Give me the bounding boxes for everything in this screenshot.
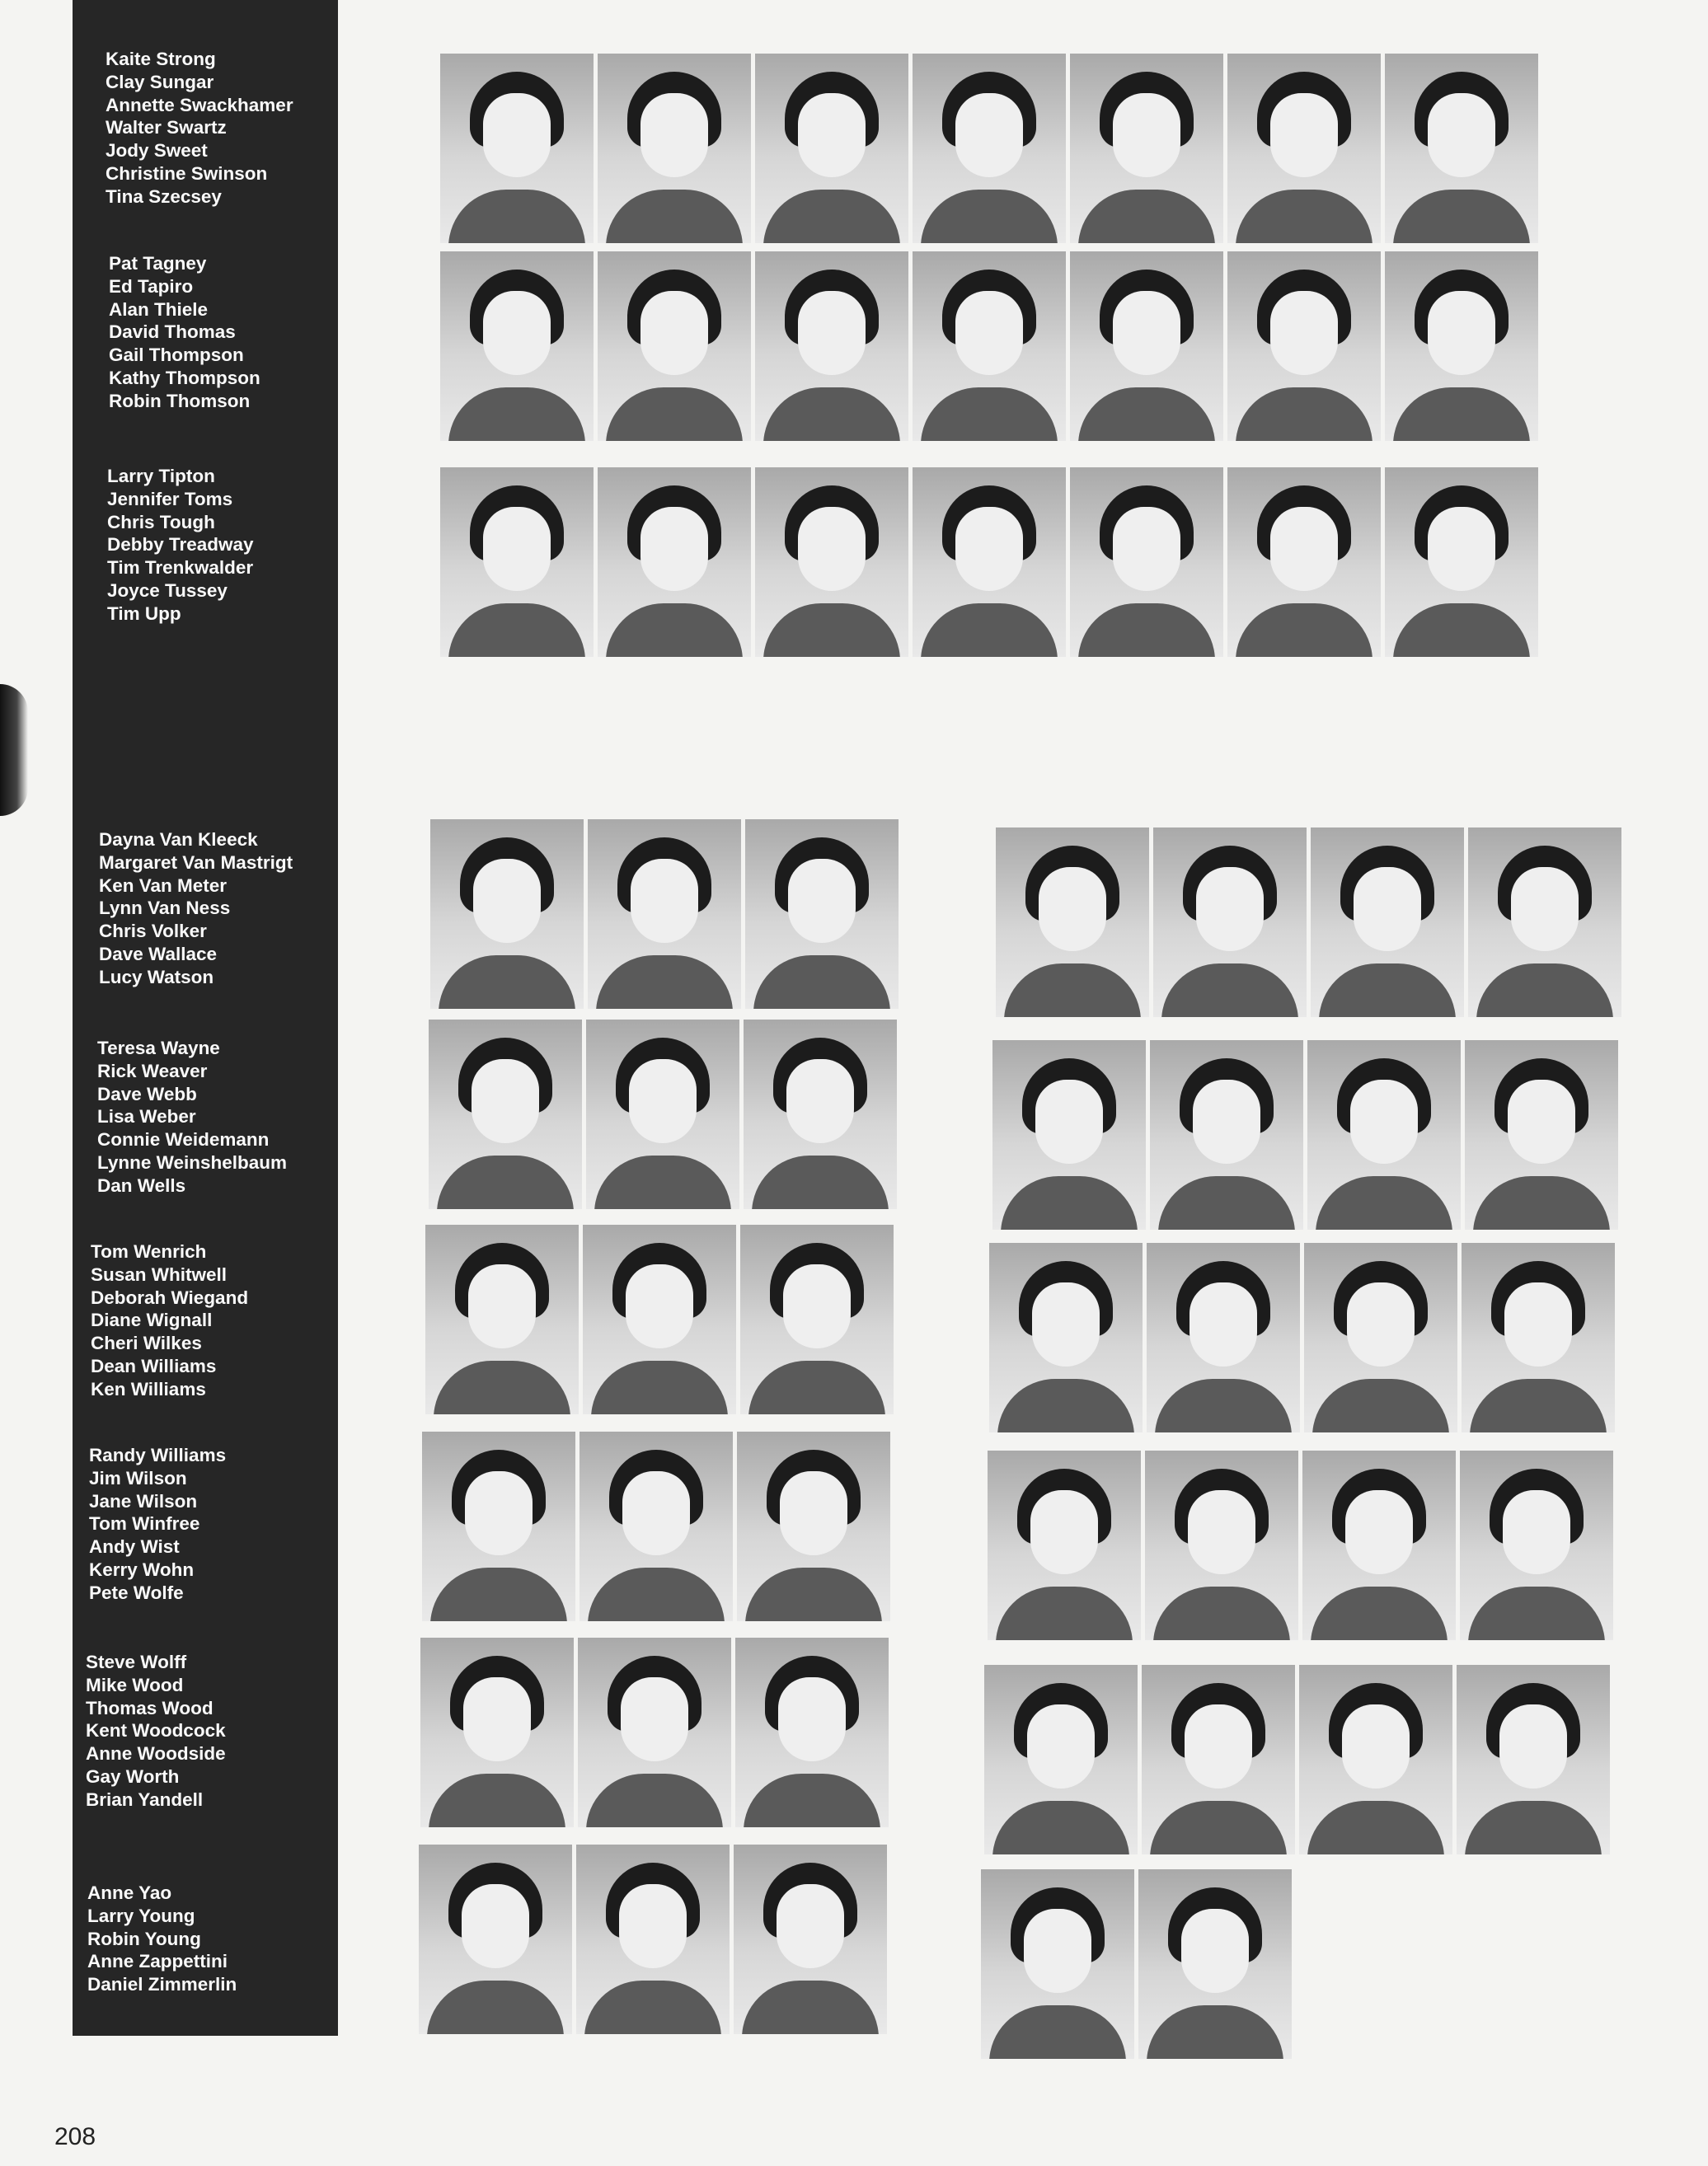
- student-portrait: [429, 1020, 582, 1209]
- student-name: Jennifer Toms: [107, 488, 233, 509]
- student-name: Brian Yandell: [86, 1789, 204, 1810]
- student-name: Tim Trenkwalder: [107, 557, 254, 579]
- student-portrait: [1227, 251, 1381, 441]
- student-name: Dan Wells: [97, 1174, 186, 1196]
- student-portrait: [734, 1845, 887, 2034]
- student-name: Gail Thompson: [109, 345, 244, 366]
- photo-row-6-left: [425, 1225, 894, 1414]
- student-name: Deborah Wiegand: [91, 1287, 249, 1308]
- student-portrait: [422, 1432, 575, 1621]
- student-portrait: [1145, 1451, 1298, 1640]
- student-portrait: [430, 819, 584, 1009]
- student-name: Daniel Zimmerlin: [87, 1974, 237, 1995]
- student-portrait: [1147, 1243, 1300, 1432]
- name-list-group-4: [99, 828, 293, 989]
- student-name: Debby Treadway: [107, 534, 254, 556]
- student-name: Lisa Weber: [97, 1106, 196, 1128]
- student-name: Tina Szecsey: [106, 185, 222, 207]
- student-name: Rick Weaver: [97, 1060, 208, 1081]
- student-portrait: [580, 1432, 733, 1621]
- student-name: Dave Webb: [97, 1083, 197, 1104]
- student-name: Joyce Tussey: [107, 579, 228, 601]
- student-portrait: [420, 1638, 574, 1827]
- student-name: Walter Swartz: [106, 117, 227, 138]
- student-portrait: [913, 251, 1066, 441]
- photo-row-3: [440, 467, 1538, 657]
- student-portrait: [1302, 1451, 1456, 1640]
- student-portrait: [588, 819, 741, 1009]
- student-portrait: [1299, 1665, 1452, 1854]
- student-portrait: [440, 251, 594, 441]
- student-portrait: [1138, 1869, 1292, 2059]
- student-portrait: [598, 54, 751, 243]
- student-name: Robin Young: [87, 1928, 201, 1949]
- photo-row-7-right: [988, 1451, 1613, 1640]
- student-name: Andy Wist: [89, 1536, 180, 1558]
- student-name: Lynn Van Ness: [99, 898, 231, 919]
- student-name: Lucy Watson: [99, 966, 214, 987]
- student-portrait: [598, 251, 751, 441]
- photo-row-4-right: [996, 827, 1621, 1017]
- student-name: Anne Zappettini: [87, 1951, 228, 1972]
- student-portrait: [913, 467, 1066, 657]
- student-portrait: [745, 819, 899, 1009]
- student-portrait: [425, 1225, 579, 1414]
- photo-row-1: [440, 54, 1538, 243]
- name-list-group-5: [97, 1037, 287, 1198]
- student-name: Dean Williams: [91, 1355, 217, 1376]
- student-portrait: [1468, 827, 1621, 1017]
- photo-row-8-right: [984, 1665, 1610, 1854]
- student-name: Christine Swinson: [106, 162, 268, 184]
- student-portrait: [744, 1020, 897, 1209]
- student-name: Diane Wignall: [91, 1310, 213, 1331]
- student-name: David Thomas: [109, 321, 236, 343]
- student-name: Alan Thiele: [109, 298, 209, 320]
- student-name: Robin Thomson: [109, 390, 251, 411]
- student-name: Clay Sungar: [106, 71, 214, 92]
- student-name: Lynne Weinshelbaum: [97, 1151, 288, 1173]
- student-portrait: [440, 54, 594, 243]
- student-portrait: [989, 1243, 1143, 1432]
- student-name: Cheri Wilkes: [91, 1333, 202, 1354]
- student-name: Susan Whitwell: [91, 1264, 228, 1285]
- student-name: Larry Young: [87, 1905, 195, 1926]
- name-list-group-3: [107, 465, 254, 626]
- page-number: 208: [54, 2123, 96, 2150]
- student-portrait: [984, 1665, 1138, 1854]
- student-name: Connie Weidemann: [97, 1129, 270, 1151]
- photo-row-5-left: [429, 1020, 897, 1209]
- student-portrait: [576, 1845, 730, 2034]
- student-portrait: [1150, 1040, 1303, 1230]
- name-list-group-9: [87, 1882, 237, 1996]
- student-portrait: [740, 1225, 894, 1414]
- student-portrait: [1311, 827, 1464, 1017]
- student-portrait: [737, 1432, 890, 1621]
- student-name: Kerry Wohn: [89, 1559, 195, 1580]
- name-list-group-2: [109, 252, 260, 413]
- student-name: Ed Tapiro: [109, 275, 194, 297]
- student-name: Annette Swackhamer: [106, 94, 293, 115]
- student-portrait: [1307, 1040, 1461, 1230]
- student-portrait: [1304, 1243, 1457, 1432]
- student-name: Jody Sweet: [106, 140, 208, 162]
- student-portrait: [755, 467, 908, 657]
- student-name: Ken Williams: [91, 1378, 206, 1399]
- student-portrait: [913, 54, 1066, 243]
- student-portrait: [1385, 54, 1538, 243]
- student-name: Kaite Strong: [106, 49, 216, 69]
- student-portrait: [1227, 467, 1381, 657]
- student-portrait: [992, 1040, 1146, 1230]
- student-name: Ken Van Meter: [99, 874, 228, 896]
- student-portrait: [981, 1869, 1134, 2059]
- student-portrait: [1465, 1040, 1618, 1230]
- student-portrait: [419, 1845, 572, 2034]
- name-list-group-6: [91, 1240, 248, 1401]
- photo-row-2: [440, 251, 1538, 441]
- student-name: Chris Volker: [99, 921, 207, 942]
- student-portrait: [1460, 1451, 1613, 1640]
- student-name: Tim Upp: [107, 602, 181, 624]
- student-name: Jane Wilson: [89, 1490, 198, 1512]
- student-name: Gay Worth: [86, 1765, 180, 1787]
- student-portrait: [583, 1225, 736, 1414]
- student-name: Teresa Wayne: [97, 1038, 220, 1058]
- student-name: Pete Wolfe: [89, 1582, 184, 1603]
- student-name: Steve Wolff: [86, 1652, 187, 1672]
- student-portrait: [1385, 251, 1538, 441]
- photo-row-6-right: [989, 1243, 1615, 1432]
- photo-row-9-left: [419, 1845, 887, 2034]
- student-name: Kathy Thompson: [109, 367, 260, 388]
- student-name: Margaret Van Mastrigt: [99, 851, 293, 873]
- student-portrait: [598, 467, 751, 657]
- student-portrait: [1070, 467, 1223, 657]
- student-name: Tom Winfree: [89, 1513, 200, 1535]
- student-name: Chris Tough: [107, 511, 215, 532]
- photo-row-7-left: [422, 1432, 890, 1621]
- student-name: Dave Wallace: [99, 943, 217, 964]
- name-list-group-1: [106, 48, 293, 209]
- student-portrait: [1070, 251, 1223, 441]
- student-portrait: [1142, 1665, 1295, 1854]
- student-portrait: [988, 1451, 1141, 1640]
- student-name: Kent Woodcock: [86, 1720, 226, 1742]
- student-portrait: [586, 1020, 739, 1209]
- student-name: Mike Wood: [86, 1674, 184, 1695]
- student-portrait: [1070, 54, 1223, 243]
- student-name: Anne Yao: [87, 1882, 172, 1903]
- photo-row-5-right: [992, 1040, 1618, 1230]
- student-portrait: [735, 1638, 889, 1827]
- student-name: Larry Tipton: [107, 466, 215, 486]
- name-list-group-7: [89, 1444, 226, 1605]
- photo-row-8-left: [420, 1638, 889, 1827]
- student-portrait: [1385, 467, 1538, 657]
- student-portrait: [440, 467, 594, 657]
- student-name: Pat Tagney: [109, 253, 207, 274]
- student-portrait: [1457, 1665, 1610, 1854]
- student-name: Randy Williams: [89, 1445, 227, 1465]
- student-portrait: [755, 54, 908, 243]
- name-list-group-8: [86, 1651, 226, 1812]
- student-name: Dayna Van Kleeck: [99, 829, 258, 850]
- photo-row-4-left: [430, 819, 899, 1009]
- student-portrait: [578, 1638, 731, 1827]
- student-portrait: [755, 251, 908, 441]
- student-name: Jim Wilson: [89, 1467, 187, 1489]
- student-portrait: [1462, 1243, 1615, 1432]
- student-portrait: [1153, 827, 1307, 1017]
- student-name: Thomas Wood: [86, 1697, 214, 1718]
- photo-row-9-right: [981, 1869, 1292, 2059]
- student-portrait: [996, 827, 1149, 1017]
- student-name: Tom Wenrich: [91, 1241, 207, 1262]
- student-name: Anne Woodside: [86, 1743, 226, 1765]
- student-portrait: [1227, 54, 1381, 243]
- page-edge-shadow: [0, 684, 28, 816]
